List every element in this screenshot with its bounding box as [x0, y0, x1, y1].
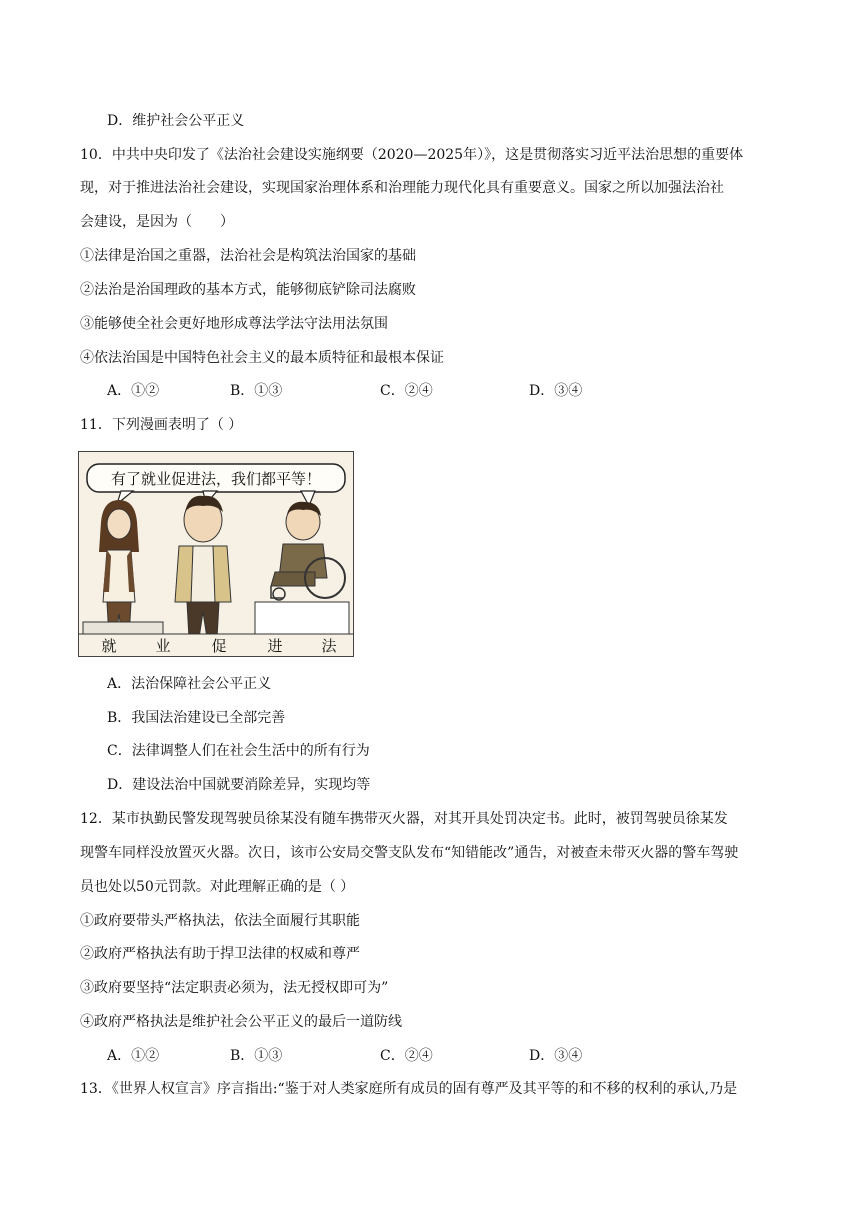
q10-option-d[interactable]: D．③④ [529, 383, 583, 399]
q12-stem-line-1: 12．某市执勤民警发现驾驶员徐某没有随车携带灭火器，对其开具处罚决定书。此时，被罚驾驶员徐某发 [80, 811, 728, 827]
q10-stem-line-1: 10．中共中央印发了《法治社会建设实施纲要（2020—2025年）》，这是贯彻落实习近平法治思想的重要体 [80, 147, 744, 163]
cartoon-illustration [78, 451, 354, 657]
man-figure [175, 496, 231, 638]
q10-options [107, 381, 707, 401]
q12-option-d[interactable]: D．③④ [529, 1048, 583, 1064]
q10-statement-1: ①法律是治国之重器，法治社会是构筑法治国家的基础 [80, 248, 416, 264]
pedestal-right [255, 602, 349, 638]
q13-stem: 13．《世界人权宣言》序言指出:“鉴于对人类家庭所有成员的固有尊严及其平等的和不移的权利的承认,乃是 [80, 1081, 738, 1097]
woman-figure [99, 500, 139, 638]
base-char-1: 就 [101, 637, 117, 655]
wheelchair-figure [271, 502, 345, 600]
q11-option-d[interactable]: D．建设法治中国就要消除差异，实现均等 [107, 777, 371, 793]
q10-option-a[interactable]: A．①② [107, 383, 160, 399]
q10-statement-2: ②法治是治国理政的基本方式，能够彻底铲除司法腐败 [80, 282, 416, 298]
q10-option-b[interactable]: B．①③ [230, 383, 283, 399]
q12-option-b[interactable]: B．①③ [230, 1048, 283, 1064]
base-char-2: 业 [155, 637, 171, 655]
q9-option-d: D．维护社会公平正义 [107, 113, 245, 129]
q11-option-b[interactable]: B．我国法治建设已全部完善 [107, 710, 286, 726]
q10-statement-3: ③能够使全社会更好地形成尊法学法守法用法氛围 [80, 316, 388, 332]
q12-statement-3: ③政府要坚持“法定职责必须为，法无授权即可为” [80, 980, 389, 996]
q10-stem-line-2: 现，对于推进法治社会建设，实现国家治理体系和治理能力现代化具有重要意义。国家之所以加强法治社 [80, 180, 724, 196]
q10-stem-line-3: 会建设，是因为（ ） [80, 214, 234, 230]
q11-stem: 11．下列漫画表明了（ ） [80, 417, 243, 433]
base-char-5: 法 [321, 637, 337, 655]
pedestal-left [83, 622, 163, 634]
q12-option-a[interactable]: A．①② [107, 1048, 160, 1064]
speech-text: 有了就业促进法，我们都平等！ [110, 470, 322, 488]
q12-stem-line-2: 现警车同样没放置灭火器。次日，该市公安局交警支队发布“知错能改”通告，对被查未带灭火器的警车驾驶 [80, 845, 739, 861]
q10-statement-4: ④依法治国是中国特色社会主义的最本质特征和最根本保证 [80, 350, 444, 366]
base-char-4: 进 [267, 637, 283, 655]
q12-statement-4: ④政府严格执法是维护社会公平正义的最后一道防线 [80, 1014, 402, 1030]
q11-option-a[interactable]: A．法治保障社会公平正义 [107, 676, 272, 692]
q12-stem-line-3: 员也处以50元罚款。对此理解正确的是（ ） [80, 879, 355, 895]
cartoon-drawing [79, 452, 353, 656]
q12-statement-1: ①政府要带头严格执法，依法全面履行其职能 [80, 913, 360, 929]
q10-option-c[interactable]: C．②④ [380, 383, 433, 399]
q12-statement-2: ②政府严格执法有助于捍卫法律的权威和尊严 [80, 946, 360, 962]
q12-options [107, 1046, 707, 1066]
q11-option-c[interactable]: C．法律调整人们在社会生活中的所有行为 [107, 743, 370, 759]
q12-option-c[interactable]: C．②④ [380, 1048, 433, 1064]
base-char-3: 促 [211, 637, 227, 655]
